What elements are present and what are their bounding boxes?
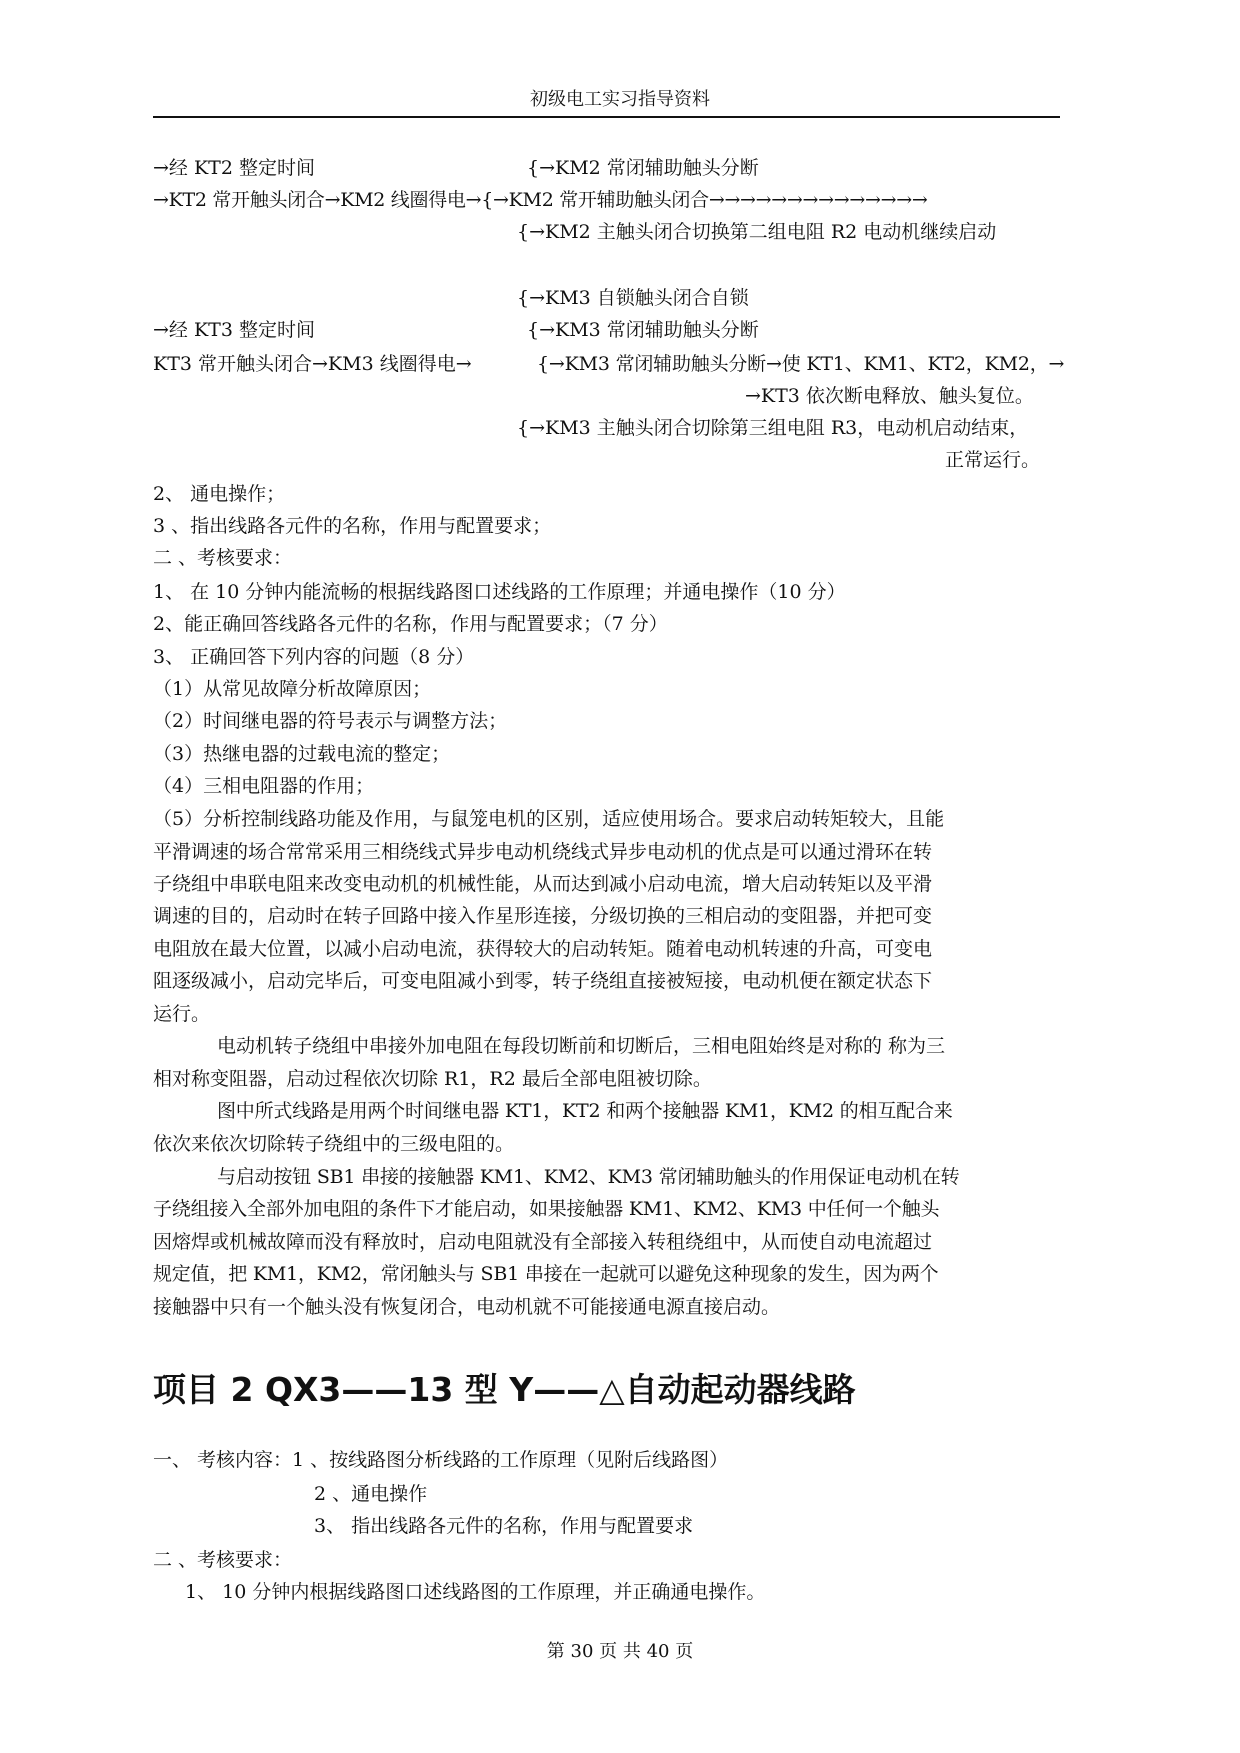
section-heading: 项目 2 QX3——13 型 Y——△自动起动器线路 bbox=[153, 1370, 856, 1409]
body-line: （2）时间继电器的符号表示与调整方法； bbox=[153, 710, 508, 732]
flow-line: →经 KT2 整定时间 bbox=[153, 157, 315, 179]
running-header: 初级电工实习指导资料 bbox=[530, 89, 710, 110]
section-line: 2 、通电操作 bbox=[314, 1483, 428, 1505]
paragraph-line: 子绕组中串联电阻来改变电动机的机械性能，从而达到减小启动电流，增大启动转矩以及平滑 bbox=[153, 873, 933, 895]
paragraph-line: 规定值，把 KM1，KM2，常闭触头与 SB1 串接在一起就可以避免这种现象的发生，因为两个 bbox=[153, 1263, 939, 1285]
flow-line: →KT3 依次断电释放、触头复位。 bbox=[745, 385, 1034, 407]
body-line: 1、 在 10 分钟内能流畅的根据线路图口述线路的工作原理；并通电操作（10 分） bbox=[153, 581, 846, 603]
body-line: 二 、考核要求： bbox=[153, 547, 293, 569]
paragraph-line: （5）分析控制线路功能及作用，与鼠笼电机的区别，适应使用场合。要求启动转矩较大，且能 bbox=[153, 808, 945, 830]
body-line: （1）从常见故障分析故障原因； bbox=[153, 678, 432, 700]
header-divider bbox=[153, 116, 1060, 118]
paragraph-line: 因熔焊或机械故障而没有释放时，启动电阻就没有全部接入转租绕组中，从而使自动电流超过 bbox=[153, 1231, 933, 1253]
flow-line: {→KM2 主触头闭合切换第二组电阻 R2 电动机继续启动 bbox=[517, 221, 997, 243]
paragraph-line: 电动机转子绕组中串接外加电阻在每段切断前和切断后，三相电阻始终是对称的 称为三 bbox=[217, 1035, 946, 1057]
flow-line: {→KM3 常闭辅助触头分断→使 KT1、KM1、KT2，KM2，→ bbox=[537, 353, 1065, 375]
paragraph-line: 与启动按钮 SB1 串接的接触器 KM1、KM2、KM3 常闭辅助触头的作用保证电动机在转 bbox=[217, 1166, 960, 1188]
paragraph-line: 相对称变阻器，启动过程依次切除 R1，R2 最后全部电阻被切除。 bbox=[153, 1068, 712, 1090]
paragraph-line: 子绕组接入全部外加电阻的条件下才能启动，如果接触器 KM1、KM2、KM3 中任何一个触头 bbox=[153, 1198, 940, 1220]
section-line: 二 、考核要求： bbox=[153, 1549, 293, 1571]
paragraph-line: 平滑调速的场合常常采用三相绕线式异步电动机绕线式异步电动机的优点是可以通过滑环在转 bbox=[153, 841, 933, 863]
flow-line: {→KM2 常闭辅助触头分断 bbox=[527, 157, 759, 179]
section-line: 1、 10 分钟内根据线路图口述线路图的工作原理，并正确通电操作。 bbox=[185, 1581, 766, 1603]
paragraph-line: 运行。 bbox=[153, 1003, 211, 1025]
body-line: 3、 正确回答下列内容的问题（8 分） bbox=[153, 646, 475, 668]
section-line: 3、 指出线路各元件的名称，作用与配置要求 bbox=[314, 1515, 694, 1537]
flow-line: →KT2 常开触头闭合→KM2 线圈得电→{→KM2 常开辅助触头闭合→→→→→→→→→→→→→→ bbox=[153, 189, 928, 211]
flow-line: {→KM3 自锁触头闭合自锁 bbox=[517, 287, 749, 309]
flow-line: 正常运行。 bbox=[945, 449, 1041, 471]
paragraph-line: 依次来依次切除转子绕组中的三级电阻的。 bbox=[153, 1133, 515, 1155]
body-line: （3）热继电器的过载电流的整定； bbox=[153, 743, 451, 765]
paragraph-line: 阻逐级减小，启动完毕后，可变电阻减小到零，转子绕组直接被短接，电动机便在额定状态下 bbox=[153, 970, 933, 992]
paragraph-line: 图中所式线路是用两个时间继电器 KT1，KT2 和两个接触器 KM1，KM2 的相互配合来 bbox=[217, 1100, 953, 1122]
body-line: （4）三相电阻器的作用； bbox=[153, 775, 375, 797]
section-line: 一、 考核内容：1 、按线路图分析线路的工作原理（见附后线路图） bbox=[153, 1449, 729, 1471]
flow-line: KT3 常开触头闭合→KM3 线圈得电→ bbox=[153, 353, 472, 375]
paragraph-line: 调速的目的，启动时在转子回路中接入作星形连接，分级切换的三相启动的变阻器，并把可变 bbox=[153, 905, 933, 927]
paragraph-line: 电阻放在最大位置，以减小启动电流，获得较大的启动转矩。随着电动机转速的升高，可变电 bbox=[153, 938, 933, 960]
flow-line: →经 KT3 整定时间 bbox=[153, 319, 315, 341]
body-line: 2、能正确回答线路各元件的名称，作用与配置要求；（7 分） bbox=[153, 613, 668, 635]
paragraph-line: 接触器中只有一个触头没有恢复闭合，电动机就不可能接通电源直接启动。 bbox=[153, 1296, 781, 1318]
body-line: 3 、指出线路各元件的名称，作用与配置要求； bbox=[153, 515, 552, 537]
page-number: 第 30 页 共 40 页 bbox=[546, 1641, 694, 1662]
flow-line: {→KM3 常闭辅助触头分断 bbox=[527, 319, 759, 341]
body-line: 2、 通电操作； bbox=[153, 483, 286, 505]
flow-line: {→KM3 主触头闭合切除第三组电阻 R3，电动机启动结束， bbox=[517, 417, 1029, 439]
